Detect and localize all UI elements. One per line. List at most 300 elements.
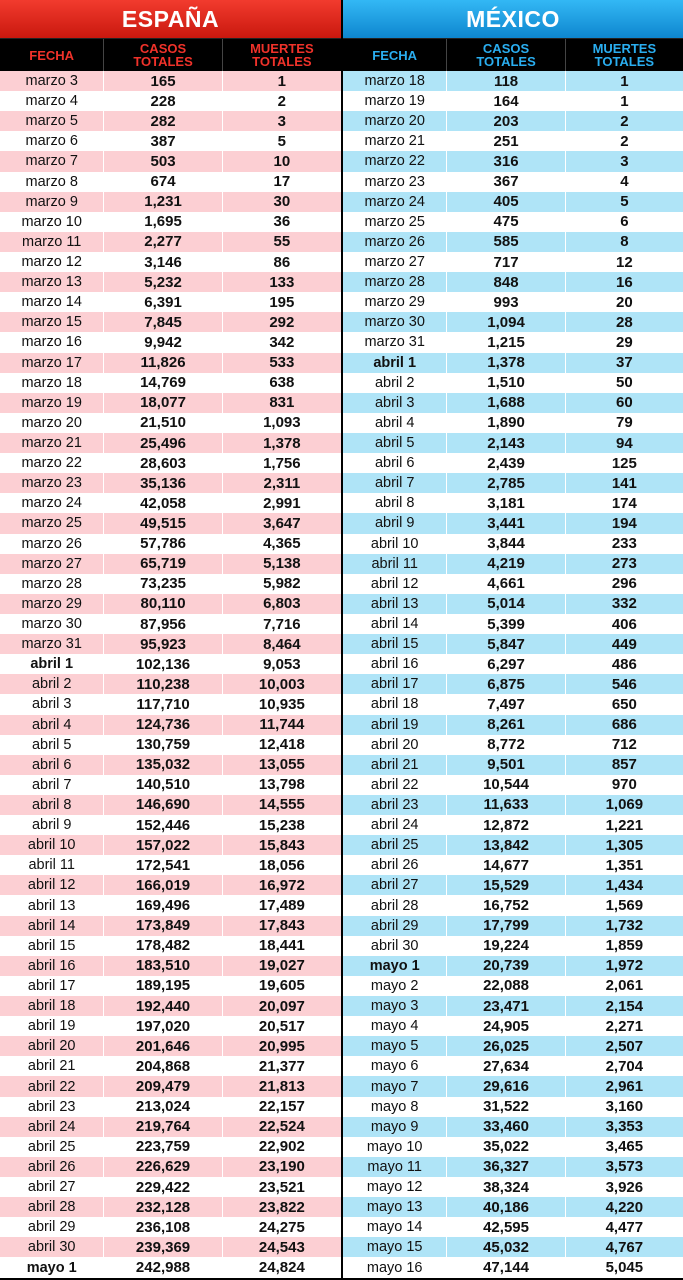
mexico-cases-cell: 36,327 <box>446 1157 564 1177</box>
spain-table-row <box>0 252 341 272</box>
mexico-date-cell: abril 4 <box>374 414 415 431</box>
mexico-cases-cell: 2,785 <box>446 473 564 493</box>
spain-table-row <box>0 1137 341 1157</box>
mexico-table-row <box>343 493 683 513</box>
mexico-table-row <box>343 614 683 634</box>
spain-date-cell: marzo 14 <box>21 294 82 311</box>
spain-table-row <box>0 715 341 735</box>
spain-date-cell: abril 14 <box>27 917 76 934</box>
spain-date-cell: abril 22 <box>27 1078 76 1095</box>
spain-cases-cell: 3,146 <box>103 252 221 272</box>
mexico-deaths-cell: 2,507 <box>565 1036 683 1056</box>
mexico-table-row <box>343 755 683 775</box>
mexico-table-row <box>343 735 683 755</box>
spain-date-cell: abril 28 <box>27 1199 76 1216</box>
spain-date-cell: marzo 21 <box>21 435 82 452</box>
spain-date-cell: abril 17 <box>27 977 76 994</box>
spain-cases-cell: 18,077 <box>103 393 221 413</box>
mexico-cases-cell: 848 <box>446 272 564 292</box>
spain-table-row <box>0 574 341 594</box>
spain-table-row <box>0 916 341 936</box>
mexico-deaths-cell: 233 <box>565 534 683 554</box>
spain-date-cell: marzo 17 <box>21 354 82 371</box>
spain-cases-cell: 28,603 <box>103 453 221 473</box>
spain-cases-cell: 11,826 <box>103 353 221 373</box>
mexico-date-cell: marzo 24 <box>364 193 425 210</box>
mexico-date-cell: abril 18 <box>370 696 419 713</box>
spain-date-cell: marzo 29 <box>21 595 82 612</box>
spain-table-row <box>0 1036 341 1056</box>
mexico-deaths-cell: 712 <box>565 735 683 755</box>
spain-table-row <box>0 272 341 292</box>
spain-table-row <box>0 131 341 151</box>
spain-deaths-cell: 30 <box>222 192 341 212</box>
mexico-deaths-cell: 1,972 <box>565 956 683 976</box>
mexico-date-cell: abril 24 <box>370 817 419 834</box>
spain-date-cell: abril 26 <box>27 1158 76 1175</box>
mexico-date-cell: marzo 26 <box>364 233 425 250</box>
spain-deaths-cell: 16,972 <box>222 875 341 895</box>
mexico-date-cell: marzo 19 <box>364 93 425 110</box>
spain-table-row <box>0 956 341 976</box>
mexico-date-cell: marzo 23 <box>364 173 425 190</box>
mexico-table-row <box>343 895 683 915</box>
spain-cases-cell: 166,019 <box>103 875 221 895</box>
spain-table-row <box>0 473 341 493</box>
spain-table-row <box>0 172 341 192</box>
spain-date-cell: abril 9 <box>31 817 72 834</box>
spain-table-row <box>0 111 341 131</box>
mexico-cases-cell: 4,219 <box>446 554 564 574</box>
spain-cases-cell: 146,690 <box>103 795 221 815</box>
mexico-cases-cell: 22,088 <box>446 976 564 996</box>
mexico-cases-cell: 12,872 <box>446 815 564 835</box>
spain-deaths-cell: 20,995 <box>222 1036 341 1056</box>
spain-table-row <box>0 292 341 312</box>
spain-cases-cell: 5,232 <box>103 272 221 292</box>
mexico-deaths-cell: 2,271 <box>565 1016 683 1036</box>
spain-date-cell: marzo 7 <box>25 153 78 170</box>
mexico-cases-cell: 8,261 <box>446 715 564 735</box>
spain-table-row <box>0 393 341 413</box>
spain-deaths-cell: 15,843 <box>222 835 341 855</box>
spain-date-cell: marzo 18 <box>21 374 82 391</box>
spain-deaths-cell: 17 <box>222 172 341 192</box>
spain-deaths-cell: 533 <box>222 353 341 373</box>
mexico-date-cell: marzo 21 <box>364 133 425 150</box>
mexico-deaths-cell: 273 <box>565 554 683 574</box>
mexico-cases-cell: 45,032 <box>446 1237 564 1257</box>
mexico-deaths-cell: 20 <box>565 292 683 312</box>
spain-table-row <box>0 936 341 956</box>
mexico-cases-cell: 14,677 <box>446 855 564 875</box>
spain-deaths-cell: 24,543 <box>222 1237 341 1257</box>
mexico-cases-cell: 19,224 <box>446 936 564 956</box>
mexico-header-muertes: MUERTES TOTALES <box>565 39 683 71</box>
spain-cases-cell: 213,024 <box>103 1097 221 1117</box>
spain-deaths-cell: 5,138 <box>222 554 341 574</box>
mexico-cases-cell: 29,616 <box>446 1076 564 1096</box>
spain-deaths-cell: 13,055 <box>222 755 341 775</box>
mexico-table-row <box>343 272 683 292</box>
mexico-deaths-cell: 2 <box>565 111 683 131</box>
mexico-date-cell: mayo 13 <box>366 1199 423 1216</box>
mexico-deaths-cell: 2,061 <box>565 976 683 996</box>
spain-deaths-cell: 20,517 <box>222 1016 341 1036</box>
mexico-deaths-cell: 94 <box>565 433 683 453</box>
mexico-deaths-cell: 1,221 <box>565 815 683 835</box>
spain-cases-cell: 73,235 <box>103 574 221 594</box>
spain-cases-cell: 178,482 <box>103 936 221 956</box>
spain-deaths-cell: 19,605 <box>222 976 341 996</box>
mexico-date-cell: marzo 27 <box>364 254 425 271</box>
mexico-deaths-cell: 3,160 <box>565 1097 683 1117</box>
spain-date-cell: abril 2 <box>31 676 72 693</box>
spain-date-cell: marzo 28 <box>21 575 82 592</box>
mexico-deaths-cell: 2,154 <box>565 996 683 1016</box>
mexico-cases-cell: 8,772 <box>446 735 564 755</box>
mexico-date-cell: mayo 11 <box>367 1158 422 1175</box>
spain-cases-cell: 387 <box>103 131 221 151</box>
mexico-date-cell: marzo 31 <box>364 334 425 351</box>
spain-table-row <box>0 875 341 895</box>
spain-deaths-cell: 1,756 <box>222 453 341 473</box>
spain-date-cell: marzo 5 <box>25 113 78 130</box>
mexico-table-row <box>343 634 683 654</box>
spain-deaths-cell: 1,378 <box>222 433 341 453</box>
spain-table-row <box>0 835 341 855</box>
mexico-cases-cell: 1,378 <box>446 353 564 373</box>
spain-deaths-cell: 2,311 <box>222 473 341 493</box>
mexico-deaths-cell: 16 <box>565 272 683 292</box>
spain-cases-cell: 242,988 <box>103 1257 221 1277</box>
mexico-date-cell: abril 21 <box>370 756 419 773</box>
mexico-date-cell: marzo 29 <box>364 294 425 311</box>
mexico-table-row <box>343 996 683 1016</box>
mexico-date-cell: marzo 22 <box>364 153 425 170</box>
mexico-deaths-cell: 60 <box>565 393 683 413</box>
spain-table-row <box>0 413 341 433</box>
spain-deaths-cell: 14,555 <box>222 795 341 815</box>
mexico-table-row <box>343 815 683 835</box>
spain-cases-cell: 183,510 <box>103 956 221 976</box>
spain-date-cell: abril 19 <box>27 1018 76 1035</box>
mexico-deaths-cell: 1,732 <box>565 916 683 936</box>
mexico-cases-cell: 203 <box>446 111 564 131</box>
spain-table-row <box>0 1177 341 1197</box>
mexico-deaths-cell: 4,477 <box>565 1217 683 1237</box>
mexico-date-cell: marzo 25 <box>364 213 425 230</box>
spain-deaths-cell: 5,982 <box>222 574 341 594</box>
spain-cases-cell: 1,695 <box>103 212 221 232</box>
mexico-date-cell: marzo 30 <box>364 314 425 331</box>
spain-date-cell: abril 5 <box>31 736 72 753</box>
spain-deaths-cell: 22,902 <box>222 1137 341 1157</box>
mexico-deaths-cell: 28 <box>565 312 683 332</box>
spain-table-row <box>0 654 341 674</box>
mexico-deaths-cell: 125 <box>565 453 683 473</box>
spain-table-row <box>0 1076 341 1096</box>
mexico-table-row <box>343 151 683 171</box>
mexico-date-cell: abril 23 <box>370 796 419 813</box>
mexico-date-cell: abril 28 <box>370 897 419 914</box>
spain-date-cell: marzo 13 <box>21 274 82 291</box>
mexico-date-cell: abril 5 <box>374 435 415 452</box>
spain-deaths-cell: 6,803 <box>222 594 341 614</box>
mexico-table-row <box>343 1157 683 1177</box>
mexico-date-cell: abril 20 <box>370 736 419 753</box>
spain-deaths-cell: 7,716 <box>222 614 341 634</box>
spain-deaths-cell: 2 <box>222 91 341 111</box>
mexico-table-row <box>343 1257 683 1277</box>
mexico-cases-cell: 47,144 <box>446 1257 564 1277</box>
mexico-cases-cell: 33,460 <box>446 1117 564 1137</box>
spain-table-row <box>0 1257 341 1277</box>
mexico-table-row <box>343 91 683 111</box>
spain-table-row <box>0 91 341 111</box>
mexico-date-cell: abril 27 <box>370 877 419 894</box>
spain-deaths-cell: 292 <box>222 312 341 332</box>
mexico-table-row <box>343 192 683 212</box>
mexico-deaths-cell: 5 <box>565 192 683 212</box>
mexico-date-cell: abril 6 <box>374 455 415 472</box>
mexico-deaths-cell: 1,569 <box>565 895 683 915</box>
spain-deaths-cell: 24,275 <box>222 1217 341 1237</box>
mexico-table-row <box>343 1076 683 1096</box>
spain-table-row <box>0 192 341 212</box>
spain-deaths-cell: 18,056 <box>222 855 341 875</box>
mexico-table-body <box>343 71 683 1278</box>
mexico-table-row <box>343 332 683 352</box>
spain-table-row <box>0 151 341 171</box>
mexico-table-row <box>343 916 683 936</box>
mexico-table-row <box>343 212 683 232</box>
mexico-date-cell: mayo 9 <box>370 1118 419 1135</box>
mexico-table-row <box>343 1097 683 1117</box>
spain-date-cell: abril 1 <box>30 656 74 673</box>
mexico-deaths-cell: 8 <box>565 232 683 252</box>
spain-deaths-cell: 831 <box>222 393 341 413</box>
spain-deaths-cell: 15,238 <box>222 815 341 835</box>
mexico-date-cell: mayo 6 <box>370 1058 419 1075</box>
mexico-deaths-cell: 5,045 <box>565 1257 683 1277</box>
mexico-table-row <box>343 393 683 413</box>
spain-table-row <box>0 1217 341 1237</box>
mexico-cases-cell: 35,022 <box>446 1137 564 1157</box>
spain-table-row <box>0 996 341 1016</box>
mexico-deaths-cell: 486 <box>565 654 683 674</box>
spain-cases-cell: 6,391 <box>103 292 221 312</box>
spain-title: ESPAÑA <box>0 0 341 38</box>
mexico-header-row <box>343 38 683 71</box>
spain-cases-cell: 219,764 <box>103 1117 221 1137</box>
mexico-table-row <box>343 1137 683 1157</box>
mexico-table-row <box>343 835 683 855</box>
mexico-deaths-cell: 4,220 <box>565 1197 683 1217</box>
spain-cases-cell: 130,759 <box>103 735 221 755</box>
spain-table-row <box>0 534 341 554</box>
spain-deaths-cell: 22,157 <box>222 1097 341 1117</box>
mexico-date-cell: marzo 18 <box>364 73 425 90</box>
mexico-date-cell: abril 29 <box>370 917 419 934</box>
mexico-deaths-cell: 296 <box>565 574 683 594</box>
mexico-deaths-cell: 50 <box>565 373 683 393</box>
mexico-table-row <box>343 694 683 714</box>
mexico-table-row <box>343 252 683 272</box>
spain-cases-cell: 172,541 <box>103 855 221 875</box>
mexico-cases-cell: 20,739 <box>446 956 564 976</box>
spain-cases-cell: 165 <box>103 71 221 91</box>
spain-cases-cell: 157,022 <box>103 835 221 855</box>
spain-header-row <box>0 38 341 71</box>
mexico-cases-cell: 1,688 <box>446 393 564 413</box>
spain-deaths-cell: 55 <box>222 232 341 252</box>
spain-date-cell: marzo 6 <box>25 133 78 150</box>
spain-cases-cell: 169,496 <box>103 895 221 915</box>
spain-cases-cell: 25,496 <box>103 433 221 453</box>
spain-table-row <box>0 1097 341 1117</box>
spain-cases-cell: 228 <box>103 91 221 111</box>
spain-date-cell: abril 13 <box>27 897 76 914</box>
mexico-date-cell: mayo 14 <box>366 1219 423 1236</box>
spain-deaths-cell: 638 <box>222 373 341 393</box>
mexico-date-cell: mayo 3 <box>370 998 419 1015</box>
mexico-deaths-cell: 12 <box>565 252 683 272</box>
mexico-cases-cell: 118 <box>446 71 564 91</box>
spain-cases-cell: 232,128 <box>103 1197 221 1217</box>
spain-deaths-cell: 3 <box>222 111 341 131</box>
spain-date-cell: marzo 10 <box>21 213 82 230</box>
mexico-title: MÉXICO <box>343 0 683 38</box>
mexico-cases-cell: 3,181 <box>446 493 564 513</box>
spain-date-cell: marzo 19 <box>21 394 82 411</box>
spain-deaths-cell: 3,647 <box>222 513 341 533</box>
spain-table-row <box>0 1237 341 1257</box>
mexico-date-cell: mayo 10 <box>366 1138 423 1155</box>
spain-cases-cell: 282 <box>103 111 221 131</box>
spain-deaths-cell: 21,377 <box>222 1056 341 1076</box>
spain-cases-cell: 152,446 <box>103 815 221 835</box>
spain-deaths-cell: 18,441 <box>222 936 341 956</box>
mexico-deaths-cell: 4,767 <box>565 1237 683 1257</box>
spain-deaths-cell: 12,418 <box>222 735 341 755</box>
mexico-cases-cell: 1,510 <box>446 373 564 393</box>
mexico-cases-cell: 6,875 <box>446 674 564 694</box>
spain-date-cell: abril 16 <box>27 957 76 974</box>
spain-table-row <box>0 895 341 915</box>
mexico-panel <box>343 0 683 1280</box>
spain-deaths-cell: 17,489 <box>222 895 341 915</box>
mexico-deaths-cell: 650 <box>565 694 683 714</box>
mexico-date-cell: abril 25 <box>370 837 419 854</box>
spain-date-cell: abril 21 <box>27 1058 76 1075</box>
mexico-table-row <box>343 534 683 554</box>
spain-date-cell: abril 15 <box>27 937 76 954</box>
spain-table-row <box>0 795 341 815</box>
spain-cases-cell: 674 <box>103 172 221 192</box>
mexico-cases-cell: 316 <box>446 151 564 171</box>
spain-date-cell: abril 29 <box>27 1219 76 1236</box>
spain-date-cell: marzo 30 <box>21 616 82 632</box>
mexico-date-cell: abril 17 <box>370 676 419 693</box>
spain-date-cell: abril 18 <box>27 998 76 1015</box>
spain-cases-cell: 9,942 <box>103 332 221 352</box>
spain-deaths-cell: 86 <box>222 252 341 272</box>
spain-table-row <box>0 855 341 875</box>
mexico-date-cell: abril 19 <box>370 716 419 733</box>
mexico-cases-cell: 26,025 <box>446 1036 564 1056</box>
spain-table-row <box>0 694 341 714</box>
spain-cases-cell: 110,238 <box>103 674 221 694</box>
mexico-cases-cell: 405 <box>446 192 564 212</box>
mexico-table-row <box>343 574 683 594</box>
mexico-cases-cell: 5,399 <box>446 614 564 634</box>
mexico-table-row <box>343 875 683 895</box>
spain-table-row <box>0 634 341 654</box>
mexico-date-cell: abril 12 <box>370 575 419 592</box>
mexico-cases-cell: 42,595 <box>446 1217 564 1237</box>
spain-table-row <box>0 755 341 775</box>
spain-table-row <box>0 493 341 513</box>
mexico-cases-cell: 717 <box>446 252 564 272</box>
mexico-date-cell: abril 11 <box>371 555 418 572</box>
spain-table-row <box>0 976 341 996</box>
spain-header-muertes: MUERTES TOTALES <box>222 39 341 71</box>
spain-deaths-cell: 133 <box>222 272 341 292</box>
mexico-cases-cell: 10,544 <box>446 775 564 795</box>
mexico-cases-cell: 16,752 <box>446 895 564 915</box>
spain-deaths-cell: 20,097 <box>222 996 341 1016</box>
mexico-deaths-cell: 2,704 <box>565 1056 683 1076</box>
mexico-date-cell: abril 2 <box>374 374 415 391</box>
mexico-deaths-cell: 37 <box>565 353 683 373</box>
mexico-table-row <box>343 292 683 312</box>
mexico-cases-cell: 1,215 <box>446 332 564 352</box>
mexico-date-cell: abril 7 <box>374 475 415 492</box>
spain-cases-cell: 65,719 <box>103 554 221 574</box>
spain-deaths-cell: 4,365 <box>222 534 341 554</box>
mexico-deaths-cell: 1,859 <box>565 936 683 956</box>
spain-table-row <box>0 1016 341 1036</box>
mexico-deaths-cell: 857 <box>565 755 683 775</box>
spain-date-cell: marzo 26 <box>21 535 82 552</box>
spain-cases-cell: 2,277 <box>103 232 221 252</box>
mexico-date-cell: mayo 5 <box>370 1038 419 1055</box>
mexico-table-row <box>343 554 683 574</box>
mexico-deaths-cell: 141 <box>565 473 683 493</box>
mexico-table-row <box>343 312 683 332</box>
spain-cases-cell: 21,510 <box>103 413 221 433</box>
spain-table-row <box>0 332 341 352</box>
spain-cases-cell: 239,369 <box>103 1237 221 1257</box>
spain-cases-cell: 204,868 <box>103 1056 221 1076</box>
mexico-cases-cell: 251 <box>446 131 564 151</box>
mexico-deaths-cell: 546 <box>565 674 683 694</box>
spain-date-cell: marzo 8 <box>25 173 78 190</box>
mexico-table-row <box>343 1177 683 1197</box>
mexico-table-row <box>343 71 683 91</box>
mexico-table-row <box>343 1036 683 1056</box>
mexico-table-row <box>343 513 683 533</box>
spain-deaths-cell: 342 <box>222 332 341 352</box>
spain-deaths-cell: 9,053 <box>222 654 341 674</box>
spain-cases-cell: 42,058 <box>103 493 221 513</box>
mexico-table-row <box>343 594 683 614</box>
spain-date-cell: abril 11 <box>28 857 75 874</box>
mexico-cases-cell: 38,324 <box>446 1177 564 1197</box>
spain-table-row <box>0 614 341 634</box>
mexico-date-cell: abril 9 <box>374 515 415 532</box>
